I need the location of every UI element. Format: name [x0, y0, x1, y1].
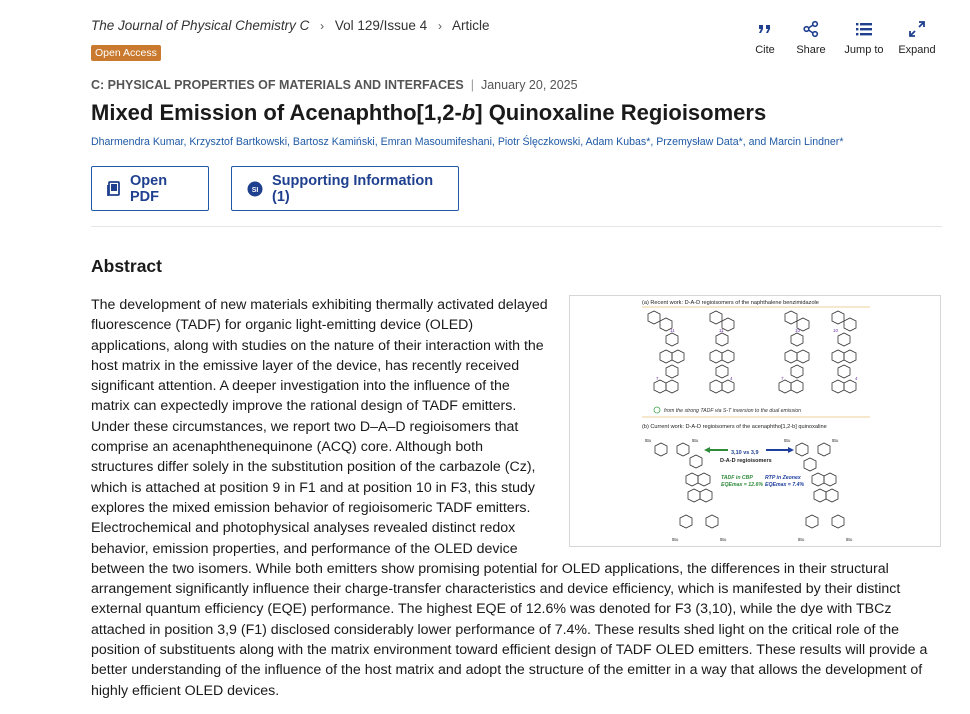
title-part-1: Mixed Emission of Acenaphtho[1,2- — [91, 100, 462, 125]
cite-label: Cite — [755, 44, 775, 56]
breadcrumb-volume[interactable]: Vol 129/Issue 4 — [334, 18, 428, 33]
abstract-text: The development of new materials exhibiting thermally activated delayed fluorescence (TADF) for organic light-emitting device (OLED) applications, along with studies on the nature of their interaction with the host matrix in the emissive layer of the device, has recently received significant attention. A deeper investigation into the influence of the matrix can expectedly improve the rational design of TADF emitters. Under these circumstances, we report two D–A–D regioisomers that comprise an acenaphthenequinone (ACQ) core. Although both structures differ solely in the substitution position of the carbazole (Cz), which is attached at position 9 in F1 and at position 10 in F3, this study explores the mixed emission behavior of regioisomeric TADF emitters. Electrochemical and photophysical analyses revealed distinct redox behavior, emission properties, and performance of the OLED device between the two isomers. While both emitters show promising potential for OLED applications, the differences in their structural arrangement significantly influence their charge-transfer characteristics and device efficiency, which is manifested by their distinct external quantum efficiency (EQE) performance. The highest EQE of 12.6% was denoted for F3 (3,10), while the dye with TBCz attached in position 3,9 (F1) disclosed considerably lower performance of 7.4%. These results shed light on the critical role of the position of substituents along with the matrix environment toward efficient design of TADF OLED emitters. These results will provide a better understanding of the influence of the host matrix and adopt the structure of the emitter in a way that allows the development of highly efficient OLED devices. — [91, 297, 928, 699]
left-box-line-1: TADF in CBP — [721, 475, 753, 481]
expand-icon — [908, 20, 926, 38]
label-4-a: 4 — [730, 376, 733, 381]
tbu-label: tBu — [645, 438, 652, 443]
quote-icon — [756, 20, 774, 38]
regio-label-bottom: D-A-D regioisomers — [720, 458, 772, 464]
tbu-label: tBu — [846, 537, 853, 542]
title-italic: b — [461, 100, 476, 125]
breadcrumb-journal[interactable]: The Journal of Physical Chemistry C — [91, 18, 310, 33]
panel-a-title: (a) Recent work: D-A-D regioisomers of the naphthalene benzimidazole — [642, 300, 819, 306]
si-badge-text: SI — [251, 186, 259, 194]
expand-button[interactable] — [894, 18, 940, 56]
document-icon — [107, 181, 121, 197]
tbu-label: tBu — [692, 438, 699, 443]
label-10-b: 10 — [833, 328, 839, 333]
share-label: Share — [796, 44, 826, 56]
expand-label: Expand — [898, 44, 936, 56]
abstract-body — [91, 295, 941, 701]
open-pdf-label: Open PDF — [130, 172, 168, 205]
chevron-right-icon: › — [437, 19, 442, 33]
chevron-right-icon: › — [320, 19, 325, 33]
meta-divider: | — [470, 78, 474, 92]
breadcrumb-current: Article — [451, 18, 490, 33]
publish-date: January 20, 2025 — [480, 78, 578, 92]
share-icon — [802, 20, 820, 38]
list-icon — [855, 20, 873, 38]
tbu-label: tBu — [798, 537, 805, 542]
page-title — [91, 100, 766, 126]
label-7-b: 7 — [781, 376, 784, 381]
breadcrumb — [91, 18, 489, 33]
regio-label-top: 3,10 vs 3,9 — [731, 450, 759, 456]
label-10-a: 10 — [795, 328, 801, 333]
check-circle-icon — [654, 407, 660, 413]
jump-to-button[interactable] — [834, 18, 894, 56]
abstract-heading: Abstract — [91, 256, 162, 276]
open-access-badge: Open Access — [91, 45, 161, 61]
article-toolbar — [742, 18, 940, 56]
panel-a-note: from the strong TADF via S-T inversion to the dual emission — [664, 408, 802, 414]
si-icon — [247, 181, 263, 197]
supporting-info-button[interactable] — [231, 166, 459, 211]
left-box-line-2: EQEmax = 12.6% — [721, 482, 763, 488]
open-pdf-button[interactable] — [91, 166, 209, 211]
top-bar — [91, 18, 940, 62]
panel-b-title: (b) Current work: D-A-D regioisomers of the acenaphtho[1,2-b] quinoxaline — [642, 424, 827, 430]
label-4-b: 4 — [855, 376, 858, 381]
section-label[interactable]: C: PHYSICAL PROPERTIES OF MATERIALS AND INTERFACES — [91, 78, 464, 92]
title-part-2: ] Quinoxaline Regioisomers — [475, 100, 767, 125]
tbu-label: tBu — [832, 438, 839, 443]
label-11-a: 11 — [670, 328, 675, 333]
toc-graphic-svg — [570, 296, 942, 548]
tbu-label: tBu — [720, 537, 727, 542]
divider — [91, 226, 942, 227]
tbu-label: tBu — [672, 537, 679, 542]
label-7-a: 7 — [656, 376, 659, 381]
right-box-line-1: RTP in Zeonex — [765, 475, 801, 481]
jump-to-label: Jump to — [844, 44, 884, 56]
share-button[interactable] — [788, 18, 834, 56]
molecule-row-a — [648, 311, 856, 393]
author-list[interactable]: Dharmendra Kumar, Krzysztof Bartkowski, Bartosz Kamiński, Emran Masoumifeshani, Piotr Ślęczkowski, Adam Kubas*, Przemysław Data*, and Marcin Lindner* — [91, 136, 844, 148]
supporting-info-label: Supporting Information (1) — [272, 172, 434, 205]
tbu-label: tBu — [784, 438, 791, 443]
article-meta — [91, 78, 578, 92]
label-11-b: 11 — [719, 328, 724, 333]
right-box-line-2: EQEmax = 7.4% — [765, 482, 805, 488]
toc-graphic[interactable] — [569, 295, 941, 547]
cite-button[interactable] — [742, 18, 788, 56]
